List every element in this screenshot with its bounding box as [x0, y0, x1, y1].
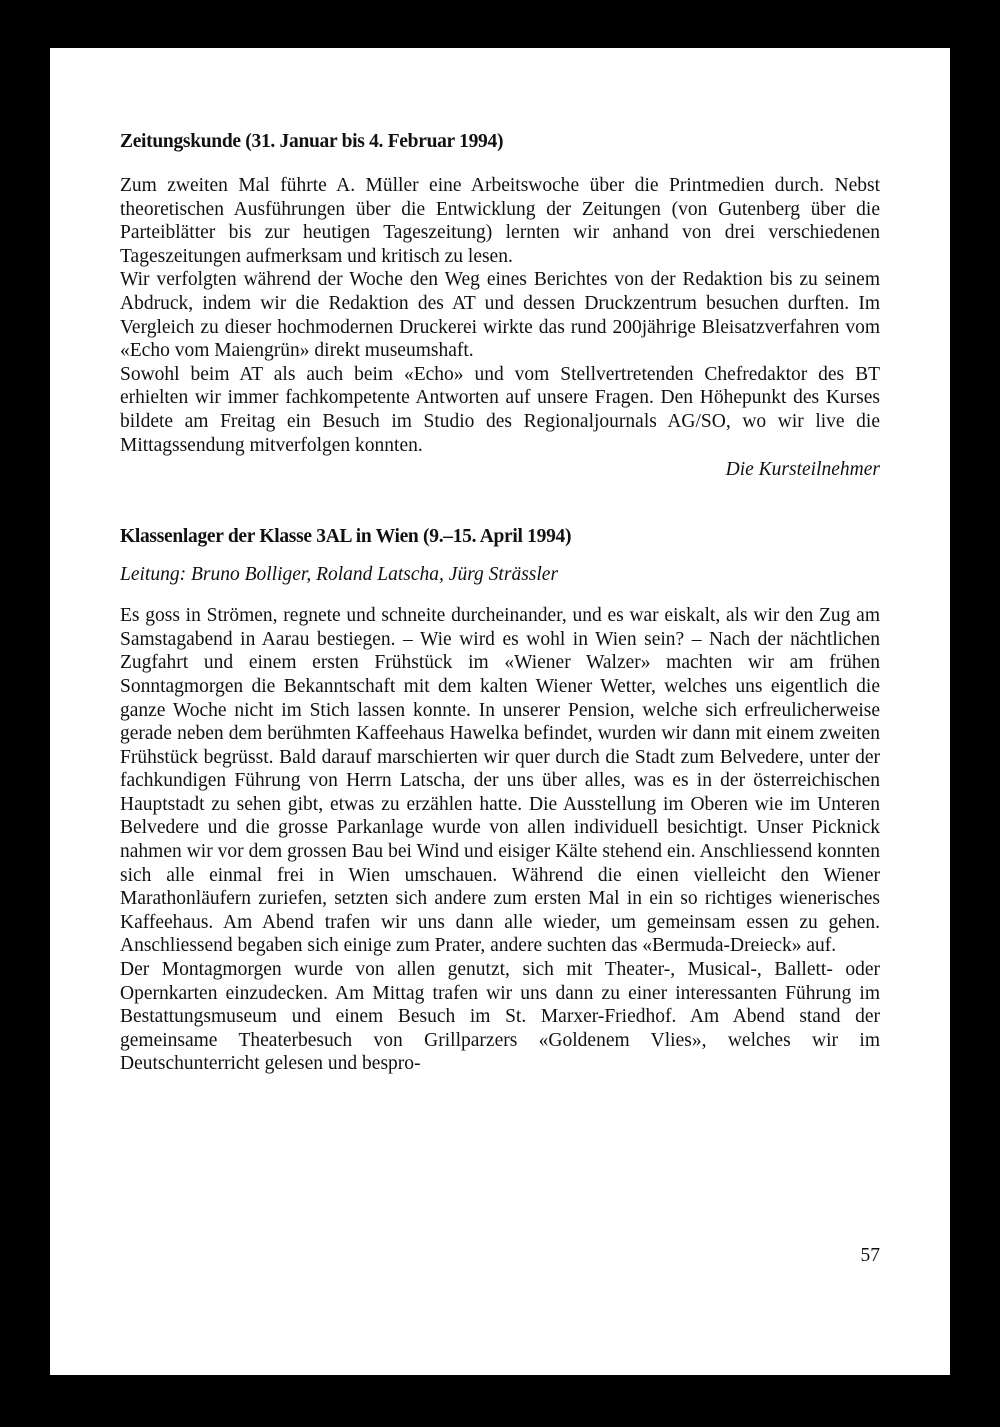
page-content — [120, 130, 880, 1076]
section-body — [120, 604, 880, 1076]
paragraph: Es goss in Strömen, regnete und schneite durcheinander, und es war eiskalt, als wir den Zug am Samstagabend in Aarau bestiegen. – Wie wird es wohl in Wien sein? – Nach der nächtlichen Zugfahrt und einem ersten Frühstück im «Wiener Walzer» machten wir am frühen Sonntagmorgen die Bekanntschaft mit dem kalten Wiener Wetter, welches uns eigentlich die ganze Woche nicht im Stich lassen konnte. In unserer Pension, welche sich erfreulicherweise gerade neben dem berühmten Kaffeehaus Hawelka befindet, wurden wir dann mit einem zweiten Frühstück begrüsst. Bald darauf marschierten wir quer durch die Stadt zum Belvedere, unter der fachkundigen Führung von Herrn Latscha, der uns über alles, was es in der österreichischen Hauptstadt zu sehen gibt, etwas zu erzählen hatte. Die Ausstellung im Oberen wie im Unteren Belvedere und die grosse Parkanlage wurde von allen individuell besichtigt. Unser Picknick nahmen wir vor dem grossen Bau bei Wind und eisiger Kälte stehend ein. Anschliessend konnten sich alle einmal frei in Wien umschauen. Während die einen vielleicht den Wiener Marathonläufern zuriefen, setzten sich andere zum ersten Mal in ein so richtiges wienerisches Kaffeehaus. Am Abend trafen wir uns dann alle wieder, um gemeinsam essen zu gehen. Anschliessend begaben sich einige zum Prater, andere suchten das «Bermuda-Dreieck» auf. — [120, 605, 880, 957]
document-page — [50, 48, 950, 1375]
signature: Die Kursteilnehmer — [725, 459, 880, 481]
section-heading: Zeitungskunde (31. Januar bis 4. Februar 1994) — [120, 131, 504, 152]
leadership-line: Leitung: Bruno Bolliger, Roland Latscha, Jürg Strässler — [120, 564, 559, 586]
paragraph: Zum zweiten Mal führte A. Müller eine Arbeitswoche über die Printmedien durch. Nebst theoretischen Ausführungen über die Entwicklung der Zeitungen (von Gutenberg über die Parteiblätter bis zur heutigen Tageszeitung) lernten wir anhand von drei verschiedenen Tageszeitungen aufmerksam und kritisch zu lesen. — [120, 175, 880, 267]
section-zeitungskunde — [120, 130, 880, 482]
paragraph: Der Montagmorgen wurde von allen genutzt, sich mit Theater-, Musical-, Ballett- oder Opernkarten einzudecken. Am Mittag trafen wir uns dann zu einer interessanten Führung im Bestattungsmuseum und einem Besuch im St. Marxer-Friedhof. Am Abend stand der gemeinsame Theaterbesuch von Grillparzers «Goldenem Vlies», welches wir im Deutschunterricht gelesen und bespro- — [120, 959, 880, 1075]
section-heading: Klassenlager der Klasse 3AL in Wien (9.–15. April 1994) — [120, 526, 572, 548]
section-klassenlager — [120, 525, 880, 1076]
section-body — [120, 174, 880, 457]
paragraph: Sowohl beim AT als auch beim «Echo» und vom Stellvertretenden Chefredaktor des BT erhielten wir immer fachkompetente Antworten auf unsere Fragen. Den Höhepunkt des Kurses bildete am Freitag ein Besuch im Studio des Regionaljournals AG/SO, wo wir live die Mittagssendung mitverfolgen konnten. — [120, 363, 880, 456]
paragraph: Wir verfolgten während der Woche den Weg eines Berichtes von der Redaktion bis zu seinem Abdruck, indem wir die Redaktion des AT und dessen Druckzentrum besuchen durften. Im Vergleich zu dieser hochmodernen Druckerei wirkte das rund 200jährige Bleisatzverfahren vom «Echo vom Maiengrün» direkt museumshaft. — [120, 269, 880, 362]
page-number: 57 — [860, 1245, 880, 1266]
